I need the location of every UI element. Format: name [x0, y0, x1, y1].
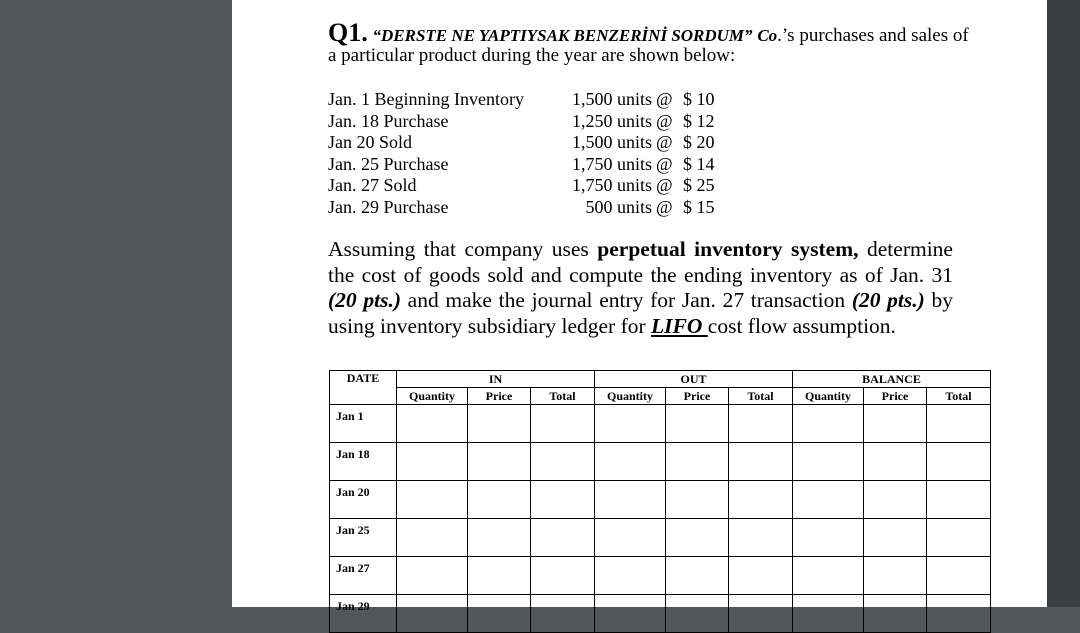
ledger-cell — [531, 481, 595, 519]
document-page — [232, 0, 1047, 613]
ledger-cell — [531, 519, 595, 557]
instructions-text: cost flow assumption. — [707, 313, 896, 338]
inventory-ledger-table — [329, 370, 991, 633]
transaction-label: Jan. 1 Beginning Inventory — [328, 89, 524, 109]
ledger-cell — [927, 481, 991, 519]
ledger-cell — [397, 595, 468, 633]
ledger-date-header: DATE — [330, 371, 397, 405]
transaction-price: $ 12 — [683, 110, 715, 131]
ledger-subheader: Total — [729, 388, 793, 405]
ledger-cell — [927, 519, 991, 557]
transaction-qty: 1,750 units — [571, 153, 652, 174]
ledger-row — [330, 405, 991, 443]
ledger-cell — [531, 405, 595, 443]
points-label: (20 pts.) — [328, 288, 401, 312]
question-line-1-rest: .’s purchases and sales of — [777, 25, 969, 46]
ledger-group-header-row — [330, 371, 991, 388]
transaction-price: $ 14 — [683, 153, 715, 174]
transaction-qty: 1,500 units — [571, 132, 652, 152]
transaction-row — [328, 132, 728, 154]
ledger-date-cell: Jan 27 — [330, 557, 397, 595]
ledger-cell — [397, 443, 468, 481]
ledger-cell — [864, 519, 927, 557]
ledger-cell — [864, 405, 927, 443]
instructions-text: Assuming that company uses — [328, 237, 598, 261]
ledger-subheader: Quantity — [595, 388, 666, 405]
ledger-subheader: Quantity — [793, 388, 864, 405]
transaction-row — [328, 154, 728, 176]
question-number: Q1. — [328, 18, 368, 47]
ledger-cell — [864, 557, 927, 595]
ledger-date-cell: Jan 20 — [330, 481, 397, 519]
transaction-row — [328, 175, 728, 197]
ledger-subheader: Quantity — [397, 388, 468, 405]
ledger-row — [330, 443, 991, 481]
ledger-cell — [397, 405, 468, 443]
ledger-cell — [531, 443, 595, 481]
ledger-cell — [729, 443, 793, 481]
ledger-subheader: Price — [864, 388, 927, 405]
ledger-cell — [468, 405, 531, 443]
ledger-cell — [666, 405, 729, 443]
ledger-subheader: Total — [531, 388, 595, 405]
transaction-label: Jan. 29 Purchase — [328, 196, 449, 217]
viewer-scrollbar-track[interactable] — [1047, 0, 1080, 607]
transaction-row — [328, 111, 728, 133]
ledger-cell — [595, 443, 666, 481]
ledger-cell — [397, 557, 468, 595]
ledger-date-cell: Jan 29 — [330, 595, 397, 633]
instructions-text: determine the cost of goods sold and compute the ending inventory as of Jan. 31 — [328, 237, 953, 287]
ledger-cell — [927, 405, 991, 443]
transaction-label: Jan. 18 Purchase — [328, 110, 449, 131]
transaction-at: @ — [656, 132, 673, 152]
ledger-cell — [666, 557, 729, 595]
ledger-cell — [729, 595, 793, 633]
question-line-2: a particular product during the year are shown below: — [328, 45, 736, 66]
transaction-label: Jan 20 Sold — [328, 132, 413, 152]
transaction-at: @ — [656, 89, 673, 109]
ledger-cell — [864, 481, 927, 519]
transaction-price: $ 10 — [683, 89, 715, 109]
ledger-cell — [595, 519, 666, 557]
ledger-cell — [666, 519, 729, 557]
transaction-price: $ 25 — [683, 175, 715, 195]
question-line-1 — [328, 18, 969, 48]
ledger-cell — [864, 443, 927, 481]
transaction-price: $ 20 — [683, 132, 715, 152]
ledger-row — [330, 519, 991, 557]
ledger-subheader: Price — [468, 388, 531, 405]
ledger-cell — [666, 443, 729, 481]
transaction-label: Jan. 25 Purchase — [328, 153, 449, 174]
transaction-row — [328, 89, 728, 111]
transaction-at: @ — [656, 110, 673, 131]
transaction-qty: 1,250 units — [571, 110, 652, 131]
ledger-cell — [595, 557, 666, 595]
ledger-row — [330, 481, 991, 519]
ledger-cell — [531, 595, 595, 633]
instructions-text: and make the journal entry for Jan. 27 transaction — [400, 288, 852, 312]
ledger-cell — [595, 595, 666, 633]
transaction-qty: 1,500 units — [571, 89, 652, 109]
ledger-row — [330, 595, 991, 633]
transaction-at: @ — [656, 153, 673, 174]
lifo-label: LIFO — [651, 313, 708, 338]
ledger-cell — [729, 519, 793, 557]
ledger-cell — [729, 557, 793, 595]
ledger-cell — [793, 443, 864, 481]
ledger-cell — [468, 519, 531, 557]
ledger-cell — [595, 481, 666, 519]
ledger-cell — [666, 481, 729, 519]
ledger-cell — [927, 595, 991, 633]
transaction-list — [328, 89, 728, 218]
ledger-cell — [927, 557, 991, 595]
ledger-cell — [531, 557, 595, 595]
transaction-row — [328, 197, 728, 219]
transaction-at: @ — [656, 175, 673, 195]
ledger-cell — [468, 481, 531, 519]
transaction-qty: 500 units — [585, 196, 652, 217]
instructions-paragraph — [328, 237, 953, 339]
ledger-date-cell: Jan 1 — [330, 405, 397, 443]
transaction-label: Jan. 27 Sold — [328, 175, 417, 195]
ledger-cell — [468, 557, 531, 595]
ledger-cell — [793, 557, 864, 595]
ledger-subheader: Price — [666, 388, 729, 405]
transaction-at: @ — [656, 196, 673, 217]
ledger-cell — [468, 595, 531, 633]
ledger-in-header: IN — [397, 371, 595, 388]
ledger-cell — [793, 519, 864, 557]
ledger-cell — [793, 405, 864, 443]
ledger-cell — [595, 405, 666, 443]
ledger-row — [330, 557, 991, 595]
ledger-cell — [927, 443, 991, 481]
ledger-subheader: Total — [927, 388, 991, 405]
ledger-cell — [793, 481, 864, 519]
ledger-cell — [397, 519, 468, 557]
instructions-text: by using inventory subsidiary ledger for — [328, 288, 953, 338]
ledger-out-header: OUT — [595, 371, 793, 388]
ledger-cell — [666, 595, 729, 633]
ledger-cell — [397, 481, 468, 519]
ledger-cell — [864, 595, 927, 633]
transaction-qty: 1,750 units — [571, 175, 652, 195]
points-label: (20 pts.) — [851, 288, 925, 312]
ledger-cell — [729, 405, 793, 443]
ledger-cell — [793, 595, 864, 633]
company-suffix: Co — [757, 26, 778, 45]
instructions-emphasis: perpetual inventory system, — [597, 237, 859, 261]
ledger-cell — [468, 443, 531, 481]
ledger-date-cell: Jan 25 — [330, 519, 397, 557]
ledger-subheader-row — [330, 388, 991, 405]
ledger-balance-header: BALANCE — [793, 371, 991, 388]
ledger-cell — [729, 481, 793, 519]
transaction-price: $ 15 — [683, 196, 715, 217]
company-name: “DERSTE NE YAPTIYSAK BENZERİNİ SORDUM” — [372, 26, 753, 45]
ledger-date-cell: Jan 18 — [330, 443, 397, 481]
